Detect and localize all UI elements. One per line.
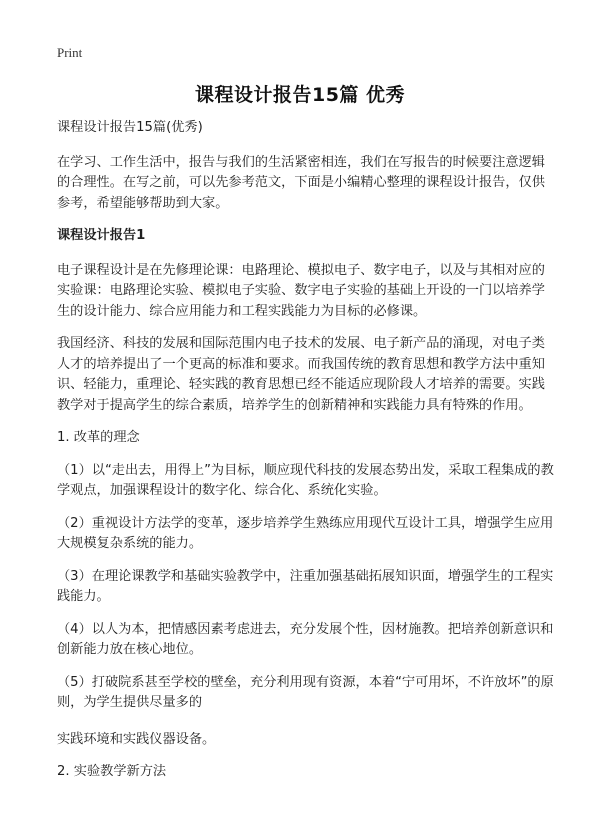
intro-paragraph: 在学习、工作生活中，报告与我们的生活紧密相连，我们在写报告的时候要注意逻辑的合理性。在写之前，可以先参考范文，下面是小编精心整理的课程设计报告，仅供参考，希望能够帮助到大家。: [57, 154, 545, 211]
list-item: （5）打破院系甚至学校的壁垒，充分利用现有资源，本着“宁可用坏，不许放坏”的原则，为学生提供尽量多的: [57, 674, 554, 710]
print-link[interactable]: Print: [57, 45, 83, 60]
list-heading-1: 1. 改革的理念: [57, 430, 140, 445]
article-subtitle: 课程设计报告15篇(优秀): [57, 120, 203, 135]
section-heading: 课程设计报告1: [57, 228, 146, 243]
list-heading-2: 2. 实验教学新方法: [57, 764, 167, 779]
article-body: [57, 118, 555, 795]
list-item: （3）在理论课教学和基础实验教学中，注重加强基础拓展知识面，增强学生的工程实践能力。: [57, 568, 554, 604]
list-item: （1）以“走出去，用得上”为目标，顺应现代科技的发展态势出发，采取工程集成的教学观点，加强课程设计的数字化、综合化、系统化实验。: [57, 462, 554, 498]
list-item: （2）重视设计方法学的变革，逐步培养学生熟练应用现代互设计工具，增强学生应用大规模复杂系统的能力。: [57, 515, 554, 551]
body-paragraph-2: 我国经济、科技的发展和国际范围内电子技术的发展、电子新产品的涌现，对电子类人才的培养提出了一个更高的标准和要求。而我国传统的教育思想和教学方法中重知识、轻能力，重理论、轻实践的教育思想已经不能适应现阶段人才培养的需要。实践教学对于提高学生的综合素质，培养学生的创新精神和实践能力具有特殊的作用。: [57, 336, 545, 413]
body-paragraph-1: 电子课程设计是在先修理论课：电路理论、模拟电子、数字电子，以及与其相对应的实验课：电路理论实验、模拟电子实验、数字电子实验的基础上开设的一门以培养学生的设计能力、综合应用能力和工程实践能力为目标的必修课。: [57, 262, 545, 319]
list-item: （4）以人为本，把情感因素考虑进去，充分发展个性，因材施教。把培养创新意识和创新能力放在核心地位。: [57, 621, 554, 657]
page-title: 课程设计报告15篇 优秀: [194, 84, 406, 106]
continuation-line: 实践环境和实践仪器设备。: [57, 731, 216, 747]
